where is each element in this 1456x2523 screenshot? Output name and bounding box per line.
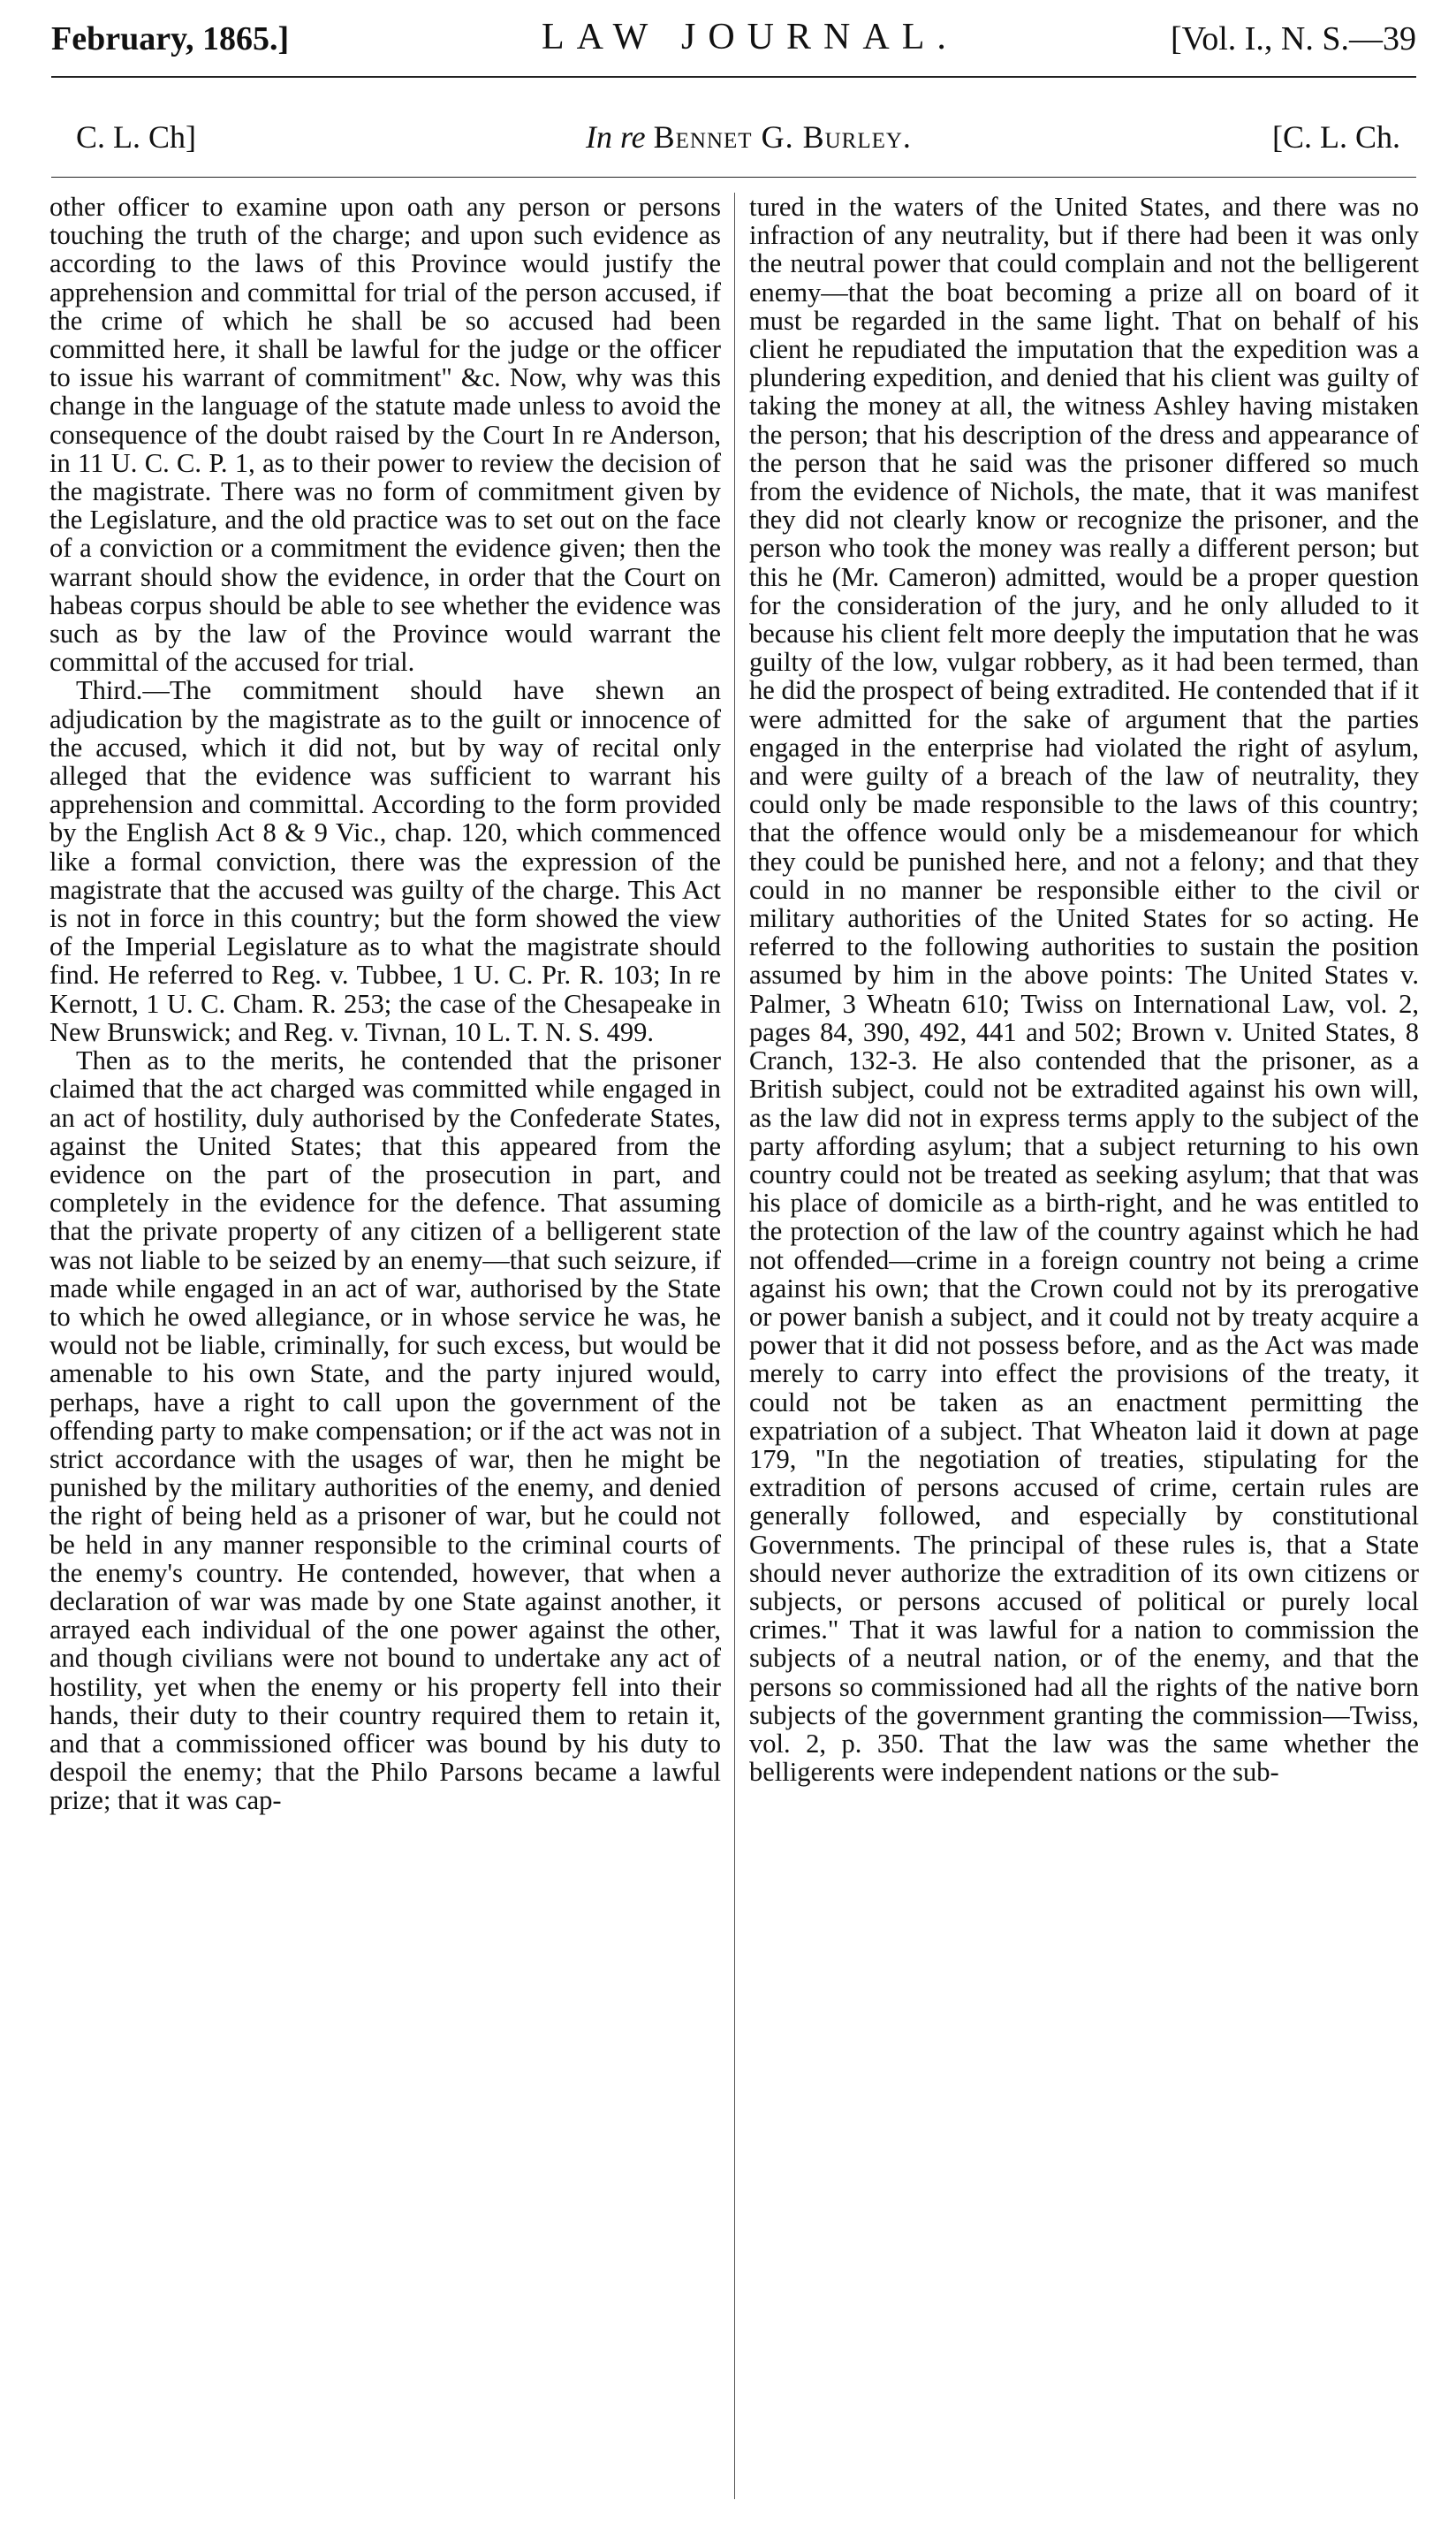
case-header xyxy=(51,118,1416,164)
court-label-left: C. L. Ch] xyxy=(76,119,197,155)
column-divider xyxy=(734,193,735,2499)
paragraph: Then as to the merits, he contended that the prisoner claimed that the act charged was committed while engaged in an act of hostility, duly authorised by the Confederate States, against the United States; that this appeared from the evidence on the part of the prosecution in part, and completely in the evidence for the defence. That assuming that the private property of any citizen of a belligerent state was not liable to be seized by an enemy—that such seizure, if made while engaged in an act of war, authorised by the State to which he owed allegiance, or in whose service he was, he would not be liable, criminally, for such excess, but would be amenable to his own State, and the party injured would, perhaps, have a right to call upon the government of the offending party to make compensation; or if the act was not in strict accordance with the usages of war, then he might be punished by the military authorities of the enemy, and denied the right of being held as a prisoner of war, but he could not be held in any manner responsible to the criminal courts of the enemy's country. He contended, however, that when a declaration of war was made by one State against another, it arrayed each individual of the one power against the other, and though civilians were not bound to undertake any act of hostility, yet when the enemy or his property fell into their hands, their duty to their country required them to retain it, and that a commissioned officer was bound by his duty to despoil the enemy; that the Philo Parsons became a lawful prize; that it was cap- xyxy=(49,1045,721,1816)
header-rule xyxy=(51,76,1416,78)
case-prefix: In re xyxy=(586,119,646,155)
right-column xyxy=(749,193,1419,2512)
paragraph: Third.—The commitment should have shewn an adjudication by the magistrate as to the guilt or innocence of the accused, which it did not, but by way of recital only alleged that the evidence was sufficient to warrant his apprehension and committal. According to the form provided by the English Act 8 & 9 Vic., chap. 120, which commenced like a formal conviction, there was the expression of the magistrate that the accused was guilty of the charge. This Act is not in force in this country; but the form showed the view of the Imperial Legislature as to what the magistrate should find. He referred to Reg. v. Tubbee, 1 U. C. Pr. R. 103; In re Kernott, 1 U. C. Cham. R. 253; the case of the Chesapeake in New Brunswick; and Reg. v. Tivnan, 10 L. T. N. S. 499. xyxy=(49,675,721,1047)
running-header xyxy=(51,7,1416,69)
case-title xyxy=(586,118,912,156)
court-label-right: [C. L. Ch. xyxy=(1271,119,1400,155)
volume-page-number: [Vol. I., N. S.—39 xyxy=(1171,20,1416,57)
paragraph: other officer to examine upon oath any person or persons touching the truth of the charge; and upon such evidence as according to the laws of this Province would justify the apprehension and committal for trial of the person accused, if the crime of which he shall be so accused had been committed here, it shall be lawful for the judge or the officer to issue his warrant of commitment" &c. Now, why was this change in the language of the statute made unless to avoid the consequence of the doubt raised by the Court In re Anderson, in 11 U. C. C. P. 1, as to their power to review the decision of the magistrate. There was no form of commitment given by the Legislature, and the old practice was to set out on the face of a conviction or a commitment the evidence given; then the warrant should show the evidence, in order that the Court on habeas corpus should be able to see whether the evidence was such as by the law of the Province would warrant the committal of the accused for trial. xyxy=(49,193,721,678)
paragraph: tured in the waters of the United States, and there was no infraction of any neutrality, but if there had been it was only the neutral power that could complain and not the belligerent enemy—that the boat becoming a prize all on board of it must be regarded in the same light. That on behalf of his client he repudiated the imputation that the expedition was a plundering expedition, and denied that his client was guilty of taking the money at all, the witness Ashley having mistaken the person; that his description of the dress and appearance of the person that he said was the prisoner differed so much from the evidence of Nichols, the mate, that it was manifest they did not clearly know or recognize the prisoner, and the person who took the money was really a different person; but this he (Mr. Cameron) admitted, would be a proper question for the consideration of the jury, and he only alluded to it because his client felt more deeply the imputation that he was guilty of the low, vulgar robbery, as it had been termed, than he did the prospect of being extradited. He contended that if it were admitted for the sake of argument that the parties engaged in the enterprise had violated the right of asylum, and were guilty of a breach of the law of neutrality, they could only be made responsible to the laws of this country; that the offence would only be a misdemeanour for which they could be punished here, and not a felony; and that they could in no manner be responsible either to the civil or military authorities of the United States for so acting. He referred to the following authorities to sustain the position assumed by him in the above points: The United States v. Palmer, 3 Wheatn 610; Twiss on International Law, vol. 2, pages 84, 390, 492, 441 and 502; Brown v. United States, 8 Cranch, 132-3. He also contended that the prisoner, as a British subject, could not be extradited against his own will, as the law did not in express terms apply to the subject of the party affording asylum; that a subject returning to his own country could not be treated as seeking asylum; that that was his place of domicile as a birth-right, and he was entitled to the protection of the law of the country against which he had not offended—crime in a foreign country not being a crime against his own; that the Crown could not by its prerogative or power banish a subject, and it could not by treaty acquire a power that it did not possess before, and as the Act was made merely to carry into effect the provisions of the treaty, it could not be taken as an enactment permitting the expatriation of a subject. That Wheaton laid it down at page 179, "In the negotiation of treaties, stipulating for the extradition of persons accused of crime, certain rules are generally followed, and especially by constitutional Governments. The principal of these rules is, that a State should never authorize the extradition of its own citizens or subjects, or persons accused of political or purely local crimes." That it was lawful for a nation to commission the subjects of a neutral nation, or of the enemy, and that the persons so commissioned had all the rights of the native born subjects of the government granting the commission—Twiss, vol. 2, p. 350. That the law was the same whether the belligerents were independent nations or the sub- xyxy=(749,193,1419,1788)
issue-date: February, 1865.] xyxy=(51,20,290,57)
journal-title: LAW JOURNAL. xyxy=(542,17,959,57)
case-header-rule xyxy=(51,177,1416,178)
left-column xyxy=(49,193,721,2512)
case-name: Bennet G. Burley. xyxy=(653,119,912,155)
